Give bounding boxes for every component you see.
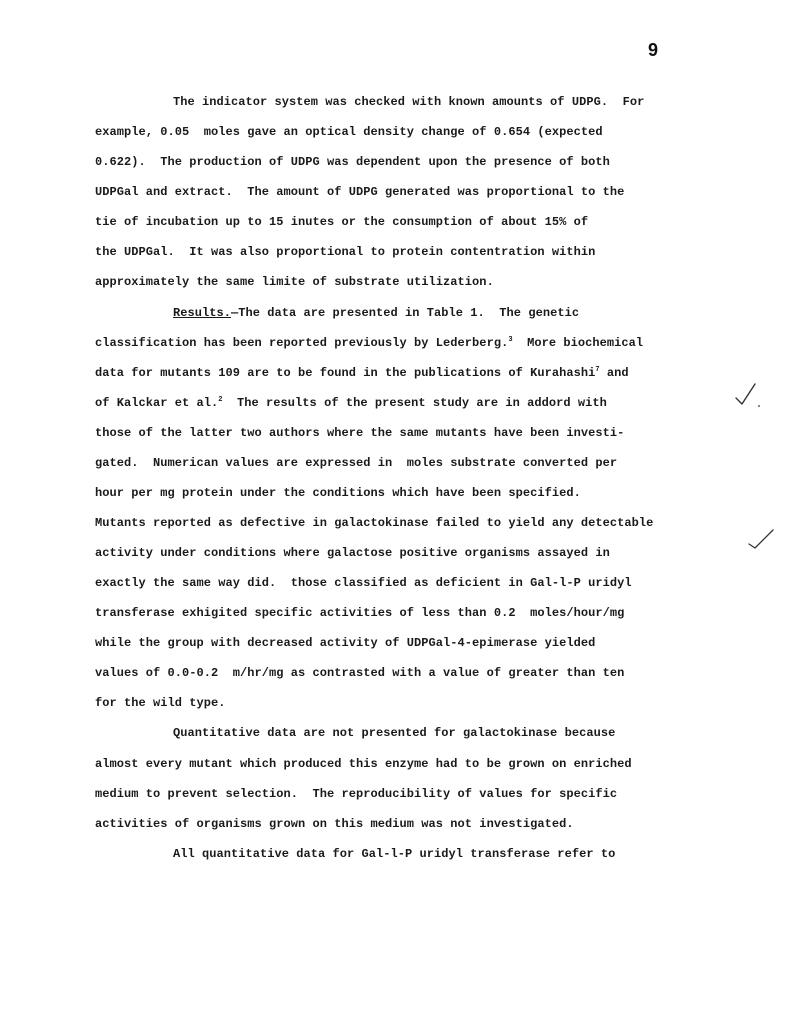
text-fragment: More biochemical: [512, 336, 644, 350]
text-fragment: and: [599, 366, 629, 380]
text-line: those of the latter two authors where the same mutants have been investi-: [95, 426, 625, 440]
text-line: 0.622). The production of UDPG was dependent upon the presence of both: [95, 155, 610, 169]
text-line: medium to prevent selection. The reproducibility of values for specific: [95, 787, 618, 801]
results-heading: Results.: [173, 306, 232, 320]
text-line: example, 0.05 moles gave an optical density change of 0.654 (expected: [95, 125, 603, 139]
text-fragment: classification has been reported previously by Lederberg.: [95, 336, 509, 350]
text-line: transferase exhigited specific activities of less than 0.2 moles/hour/mg: [95, 606, 625, 620]
text-line: the UDPGal. It was also proportional to protein contentration within: [95, 245, 596, 259]
text-line: while the group with decreased activity of UDPGal-4-epimerase yielded: [95, 636, 596, 650]
text-fragment: data for mutants 109 are to be found in the publications of Kurahashi: [95, 366, 596, 380]
text-line: activities of organisms grown on this medium was not investigated.: [95, 817, 574, 831]
text-line: almost every mutant which produced this enzyme had to be grown on enriched: [95, 757, 632, 771]
text-line: tie of incubation up to 15 inutes or the consumption of about 15% of: [95, 215, 589, 229]
text-fragment: The results of the present study are in addord with: [222, 396, 607, 410]
text-line: Mutants reported as defective in galactokinase failed to yield any detectable: [95, 516, 654, 530]
text-line: for the wild type.: [95, 696, 226, 710]
text-line: The indicator system was checked with known amounts of UDPG. For: [173, 95, 645, 109]
page-number: 9: [648, 40, 659, 60]
reference-superscript: 3: [508, 336, 513, 344]
text-line: approximately the same limite of substrate utilization.: [95, 275, 494, 289]
text-line: gated. Numerican values are expressed in moles substrate converted per: [95, 456, 618, 470]
text-line: All quantitative data for Gal-l-P uridyl transferase refer to: [173, 847, 616, 861]
text-fragment: of Kalckar et al.: [95, 396, 219, 410]
text-line: UDPGal and extract. The amount of UDPG generated was proportional to the: [95, 185, 625, 199]
check-mark-icon: [747, 526, 777, 556]
results-text: —The data are presented in Table 1. The genetic: [231, 306, 580, 320]
text-line: [95, 396, 607, 410]
results-line: [173, 306, 579, 320]
check-mark-icon: [733, 382, 763, 412]
reference-superscript: 7: [595, 366, 600, 374]
text-line: exactly the same way did. those classified as deficient in Gal-l-P uridyl: [95, 576, 632, 590]
text-line: Quantitative data are not presented for galactokinase because: [173, 726, 616, 740]
text-line: hour per mg protein under the conditions which have been specified.: [95, 486, 581, 500]
text-line: activity under conditions where galactose positive organisms assayed in: [95, 546, 610, 560]
text-line: [95, 366, 629, 380]
reference-superscript: 2: [218, 396, 223, 404]
text-line: values of 0.0-0.2 m/hr/mg as contrasted with a value of greater than ten: [95, 666, 625, 680]
text-line: [95, 336, 643, 350]
